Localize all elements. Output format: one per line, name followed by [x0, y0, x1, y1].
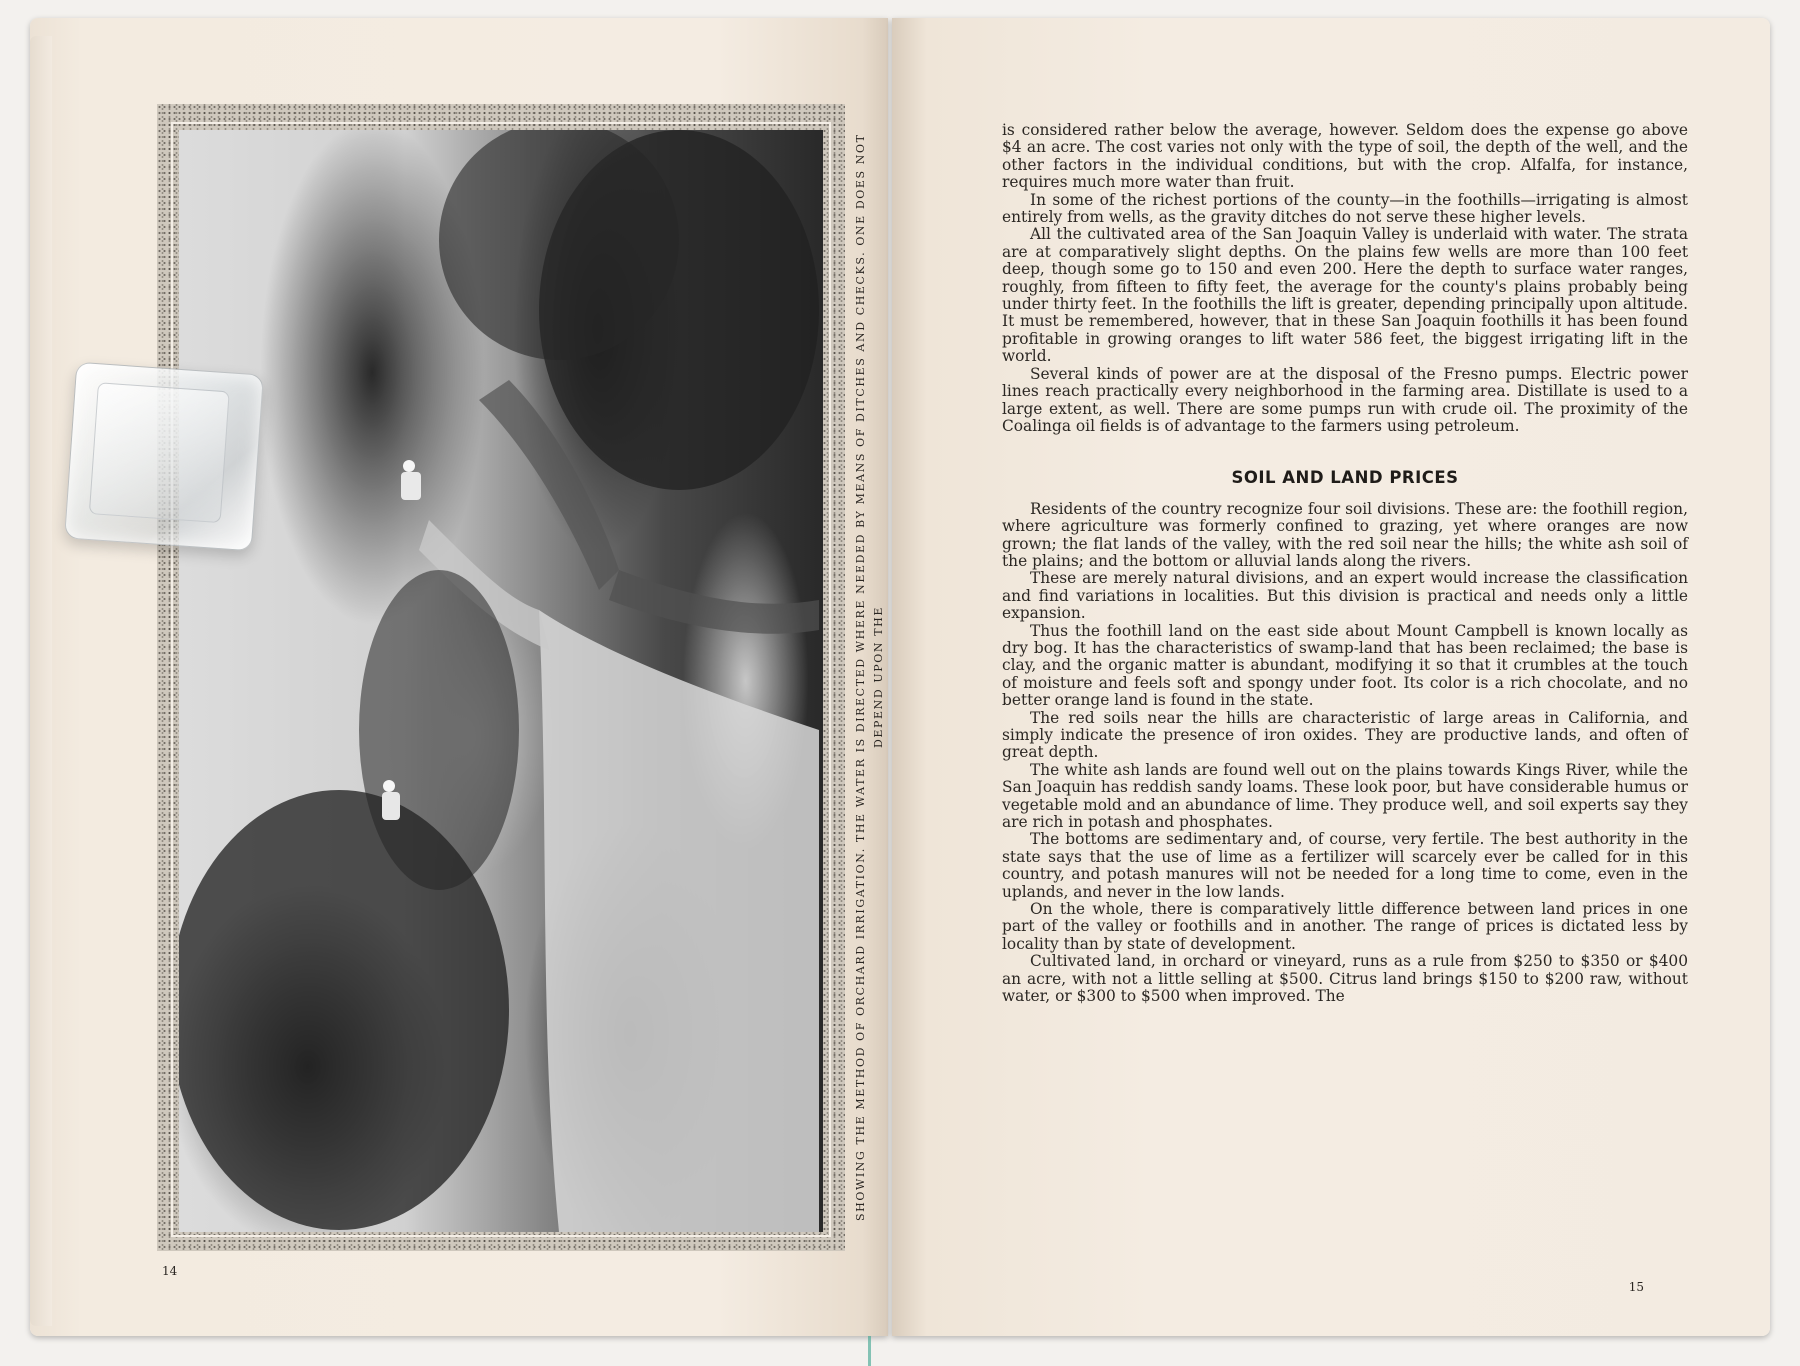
text-column [1002, 122, 1688, 1006]
paragraph: The white ash lands are found well out on the plains towards Kings River, while the San Joaquin has reddish sandy loams. These look poor, but have considerable humus or vegetable mold and an abundance of lime. They produce well, and soil experts say they are rich in potash and phosphates. [1002, 760, 1688, 832]
paragraph: All the cultivated area of the San Joaquin Valley is underlaid with water. The strata are at comparatively slight depths. On the plains few wells are more than 100 feet deep, though some go to 150 and even 200. Here the depth to surface water ranges, roughly, from fifteen to fifty feet, the average for the county's plains probably being under thirty feet. In the foothills the lift is greater, depending principally upon altitude. It must be remembered, however, that in these San Joaquin foothills it has been found profitable in growing oranges to lift water 586 feet, the biggest irrigating lift in the world. [1002, 225, 1688, 366]
orchard-irrigation-photo [179, 130, 823, 1232]
open-booklet [30, 18, 1770, 1336]
paragraphs-bottom [1002, 501, 1688, 1006]
page-number-right: 15 [1628, 1280, 1644, 1294]
paragraph: Several kinds of power are at the disposal of the Fresno pumps. Electric power lines reach practically every neighborhood in the farming area. Distillate is used to a large extent, as well. There are some pumps run with crude oil. The proximity of the Coalinga oil fields is of advantage to the farmers using petroleum. [1002, 364, 1688, 435]
paragraph: is considered rather below the average, however. Seldom does the expense go above $4 an acre. The cost varies not only with the type of soil, the depth of the well, and the other factors in the individual conditions, but with the crop. Alfalfa, for instance, requires much more water than fruit. [1002, 121, 1688, 192]
photo-frame [157, 104, 845, 1251]
paragraph: Cultivated land, in orchard or vineyard, runs as a rule from $250 to $350 or $400 an acre, with not a little selling at $500. Citrus land brings $150 to $200 raw, without water, or $300 to $500 when improved. The [1002, 952, 1688, 1006]
paragraph: On the whole, there is comparatively little difference between land prices in one part of the valley or foothills and in another. The range of prices is dictated less by locality than by state of development. [1002, 900, 1688, 953]
caption-line-1: SHOWING THE METHOD OF ORCHARD IRRIGATION. THE WATER IS DIRECTED WHERE NEEDED BY MEANS OF DITCHES AND CHECKS. ONE DOES NOT DEPEND UPON THE [854, 133, 885, 1222]
left-page [30, 18, 888, 1336]
paragraphs-top [1002, 122, 1688, 435]
paragraph: Thus the foothill land on the east side about Mount Campbell is known locally as dry bog. It has the characteristics of swamp-land that has been reclaimed; the base is clay, and the organic matter is abundant, modifying it so that it crumbles at the touch of moisture and feels soft and spongy under foot. Its color is a rich chocolate, and no better orange land is found in the state. [1002, 621, 1688, 710]
photo-caption [852, 104, 892, 1251]
glass-paperweight [64, 362, 264, 552]
paragraph: These are merely natural divisions, and an expert would increase the classification and find variations in localities. But this division is practical and needs only a little expansion. [1002, 569, 1688, 623]
right-page [892, 18, 1770, 1336]
page-edge [30, 36, 52, 1326]
paragraph: In some of the richest portions of the county—in the foothills—irrigating is almost entirely from wells, as the gravity ditches do not serve these higher levels. [1002, 190, 1688, 227]
paragraph: The red soils near the hills are characteristic of large areas in California, and simply indicate the presence of iron oxides. They are productive lands, and often of great depth. [1002, 708, 1688, 762]
paragraph: The bottoms are sedimentary and, of course, very fertile. The best authority in the state says that the use of lime as a fertilizer will scarcely ever be called for in this country, and potash manures will not be needed for a long time to come, even in the uplands, and never in the low lands. [1002, 830, 1688, 901]
section-heading: SOIL AND LAND PRICES [1231, 468, 1459, 488]
page-number-left: 14 [162, 1264, 178, 1278]
paragraph: Residents of the country recognize four soil divisions. These are: the foothill region, where agriculture was formerly confined to grazing, yet where oranges are now grown; the flat lands of the valley, with the red soil near the hills; the white ash soil of the plains; and the bottom or alluvial lands along the rivers. [1002, 499, 1688, 570]
photo-detail [179, 130, 823, 1232]
